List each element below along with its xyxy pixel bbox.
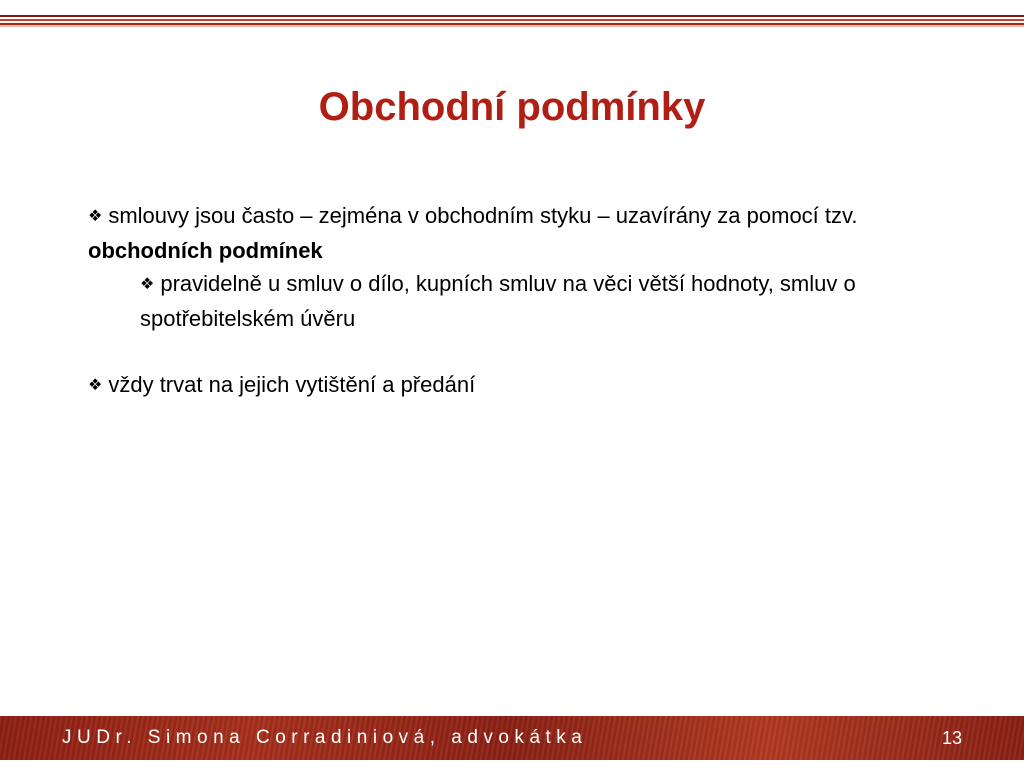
bullet-item-1	[88, 199, 928, 267]
bullet-1-text: smlouvy jsou často – zejména v obchodním styku – uzavírány za pomocí tzv.	[108, 203, 858, 228]
bullet-item-2	[88, 267, 928, 335]
top-decorative-band	[0, 15, 1024, 29]
diamond-bullet-icon: ❖	[140, 274, 155, 293]
bullet-3-text: vždy trvat na jejich vytištění a předání	[108, 372, 476, 397]
footer-author: JUDr. Simona Corradiniová, advokátka	[62, 727, 588, 748]
diamond-bullet-icon: ❖	[88, 375, 103, 394]
bullet-1-bold-text: obchodních podmínek	[88, 238, 323, 263]
slide-title: Obchodní podmínky	[318, 85, 706, 129]
bullet-item-3	[88, 368, 928, 403]
footer-band	[0, 716, 1024, 760]
slide-content	[88, 199, 928, 403]
page-number: 13	[941, 728, 962, 748]
bullet-2-text: pravidelně u smluv o dílo, kupních smluv na věci větší hodnoty, smluv o spotřebitelském úvěru	[140, 271, 856, 331]
diamond-bullet-icon: ❖	[88, 206, 103, 225]
